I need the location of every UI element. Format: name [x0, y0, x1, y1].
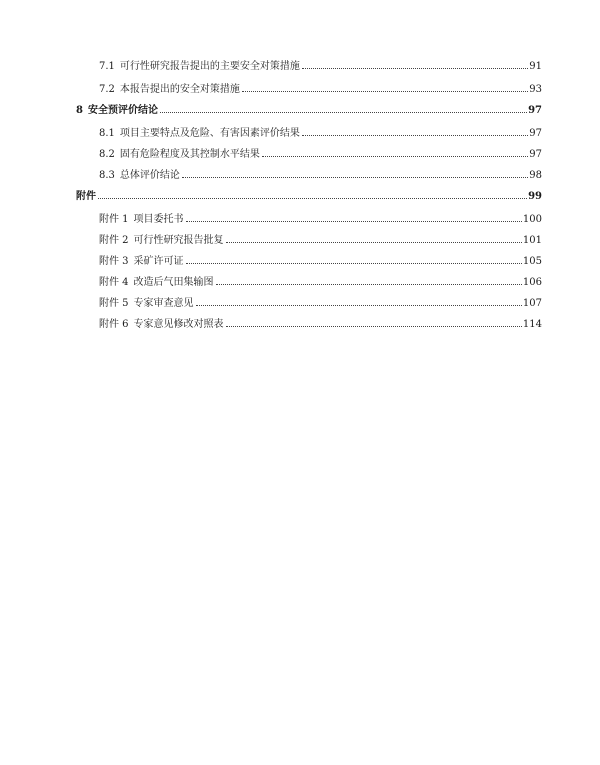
dot-leader — [186, 263, 522, 264]
dot-leader — [226, 242, 522, 243]
toc-entry-8-2[interactable] — [99, 148, 542, 162]
dot-leader — [160, 112, 527, 113]
toc-entry-appendix-1[interactable] — [99, 213, 542, 227]
dot-leader — [242, 91, 528, 92]
toc-entry-page: 100 — [522, 214, 542, 225]
dot-leader — [262, 156, 528, 157]
dot-leader — [226, 326, 522, 327]
toc-entry-number: 7.1 — [99, 61, 115, 72]
toc-entry-title: 安全预评价结论 — [87, 105, 158, 116]
dot-leader — [196, 305, 522, 306]
toc-entry-title: 改造后气田集输图 — [133, 277, 214, 288]
toc-entry-page: 97 — [529, 149, 542, 160]
toc-entry-number: 8.3 — [99, 170, 115, 181]
toc-entry-title: 专家意见修改对照表 — [133, 319, 224, 330]
dot-leader — [216, 284, 522, 285]
toc-entry-appendix-4[interactable] — [99, 276, 542, 290]
dot-leader — [98, 198, 527, 199]
toc-entry-title: 专家审查意见 — [133, 298, 194, 309]
dot-leader — [302, 135, 528, 136]
toc-entry-title: 项目主要特点及危险、有害因素评价结果 — [119, 128, 300, 139]
toc-entry-page: 99 — [528, 191, 542, 202]
toc-entry-8-1[interactable] — [99, 127, 542, 141]
toc-entry-page: 97 — [528, 105, 542, 116]
toc-entry-title: 项目委托书 — [133, 214, 184, 225]
toc-entry-number: 附件 5 — [99, 298, 129, 309]
toc-entry-8-3[interactable] — [99, 169, 542, 183]
toc-entry-number: 附件 3 — [99, 256, 129, 267]
toc-entry-number: 附件 6 — [99, 319, 129, 330]
toc-entry-page: 98 — [529, 170, 542, 181]
toc-entry-number: 8.2 — [99, 149, 115, 160]
toc-entry-appendix-5[interactable] — [99, 297, 542, 311]
toc-entry-number: 附件 1 — [99, 214, 129, 225]
toc-entry-title: 可行性研究报告提出的主要安全对策措施 — [119, 61, 300, 72]
toc-entry-8[interactable] — [76, 104, 542, 118]
toc-entry-page: 106 — [522, 277, 542, 288]
toc-entry-title: 总体评价结论 — [119, 170, 180, 181]
toc-entry-page: 97 — [529, 128, 542, 139]
toc-entry-number: 附件 4 — [99, 277, 129, 288]
toc-entry-7-1[interactable] — [99, 60, 542, 74]
toc-entry-appendix-3[interactable] — [99, 255, 542, 269]
toc-entry-number: 附件 2 — [99, 235, 129, 246]
toc-entry-7-2[interactable] — [99, 83, 542, 97]
toc-entry-title: 采矿许可证 — [133, 256, 184, 267]
toc-entry-title: 固有危险程度及其控制水平结果 — [119, 149, 260, 160]
toc-entry-appendix-2[interactable] — [99, 234, 542, 248]
toc-entry-title: 可行性研究报告批复 — [133, 235, 224, 246]
toc-entry-number: 7.2 — [99, 84, 115, 95]
toc-entry-page: 91 — [529, 61, 542, 72]
toc-entry-appendix-6[interactable] — [99, 318, 542, 332]
dot-leader — [302, 68, 528, 69]
toc-entry-appendix[interactable] — [76, 190, 542, 204]
toc-entry-number: 8 — [76, 105, 83, 116]
toc-entry-number: 8.1 — [99, 128, 115, 139]
toc-entry-title: 附件 — [76, 191, 96, 202]
toc-entry-page: 105 — [522, 256, 542, 267]
toc-entry-page: 93 — [529, 84, 542, 95]
toc-entry-page: 101 — [522, 235, 542, 246]
toc-entry-page: 114 — [522, 319, 542, 330]
dot-leader — [182, 177, 528, 178]
toc-entry-title: 本报告提出的安全对策措施 — [119, 84, 240, 95]
dot-leader — [186, 221, 522, 222]
toc-entry-page: 107 — [522, 298, 542, 309]
